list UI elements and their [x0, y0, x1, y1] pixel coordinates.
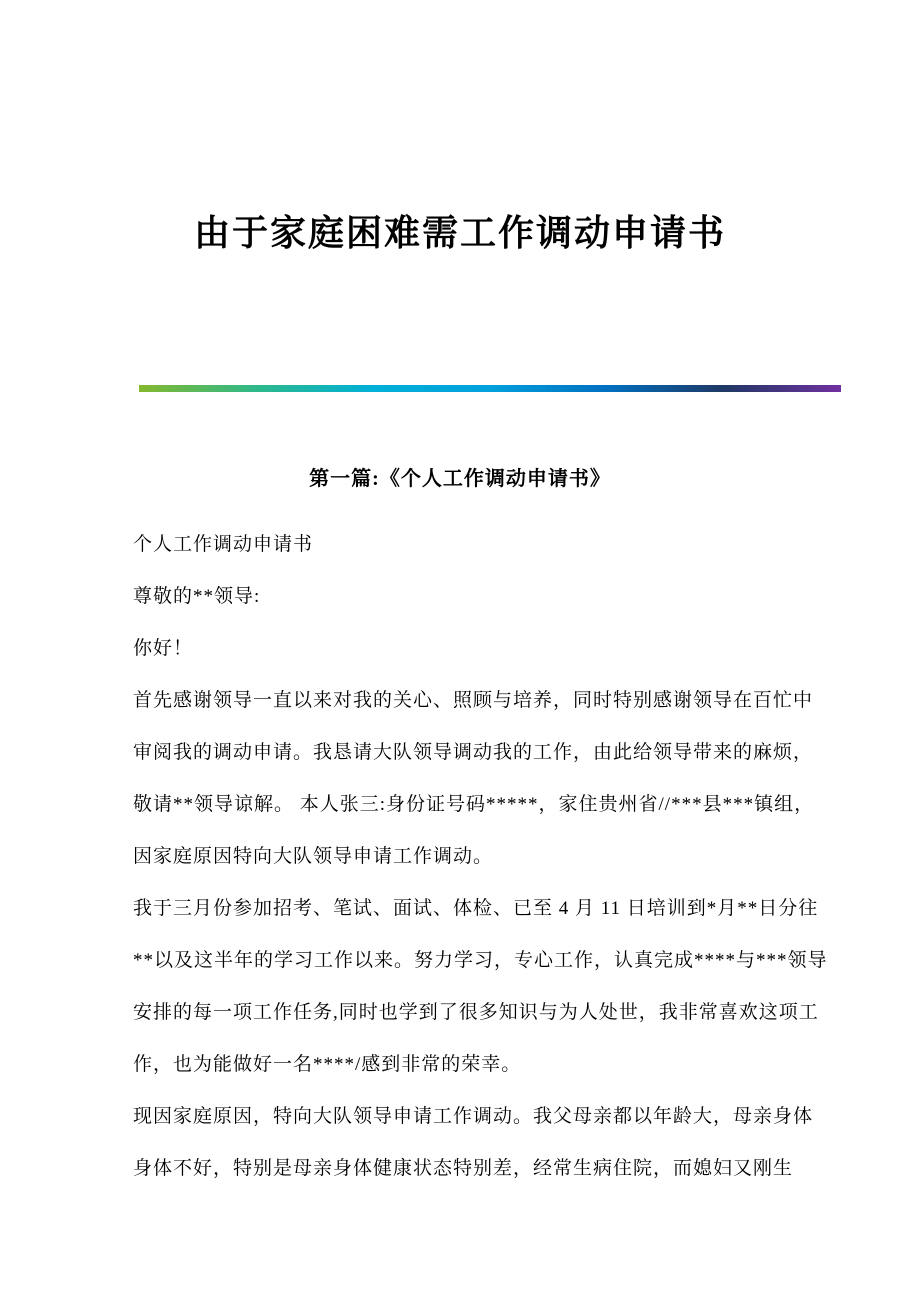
document-line: 敬请**领导谅解。 本人张三:身份证号码*****，家住贵州省//***县***镇组，	[133, 794, 815, 815]
document-line: 我于三月份参加招考、笔试、面试、体检、已至 4 月 11 日培训到*月**日分往	[133, 898, 819, 919]
document-line: 尊敬的**领导:	[133, 586, 261, 607]
document-line: 个人工作调动申请书	[133, 534, 314, 555]
document-line: 安排的每一项工作任务,同时也学到了很多知识与为人处世，我非常喜欢这项工	[133, 1002, 819, 1023]
section-heading: 第一篇:《个人工作调动申请书》	[309, 468, 611, 490]
document-line: 身体不好，特别是母亲身体健康状态特别差，经常生病住院，而媳妇又刚生	[133, 1158, 794, 1179]
document-line: 作，也为能做好一名****/感到非常的荣幸。	[133, 1054, 522, 1075]
document-body	[133, 519, 828, 1195]
document-line: 现因家庭原因，特向大队领导申请工作调动。我父母亲都以年龄大，母亲身体	[133, 1106, 814, 1127]
gradient-divider	[139, 385, 841, 392]
document-line: 审阅我的调动申请。我恳请大队领导调动我的工作，由此给领导带来的麻烦，	[133, 742, 814, 763]
document-line: 首先感谢领导一直以来对我的关心、照顾与培养，同时特别感谢领导在百忙中	[133, 690, 814, 711]
document-line: 因家庭原因特向大队领导申请工作调动。	[133, 846, 494, 867]
document-title: 由于家庭困难需工作调动申请书	[193, 213, 726, 253]
document-line: 你好！	[133, 638, 194, 659]
document-line: **以及这半年的学习工作以来。努力学习，专心工作，认真完成****与***领导	[133, 950, 828, 971]
